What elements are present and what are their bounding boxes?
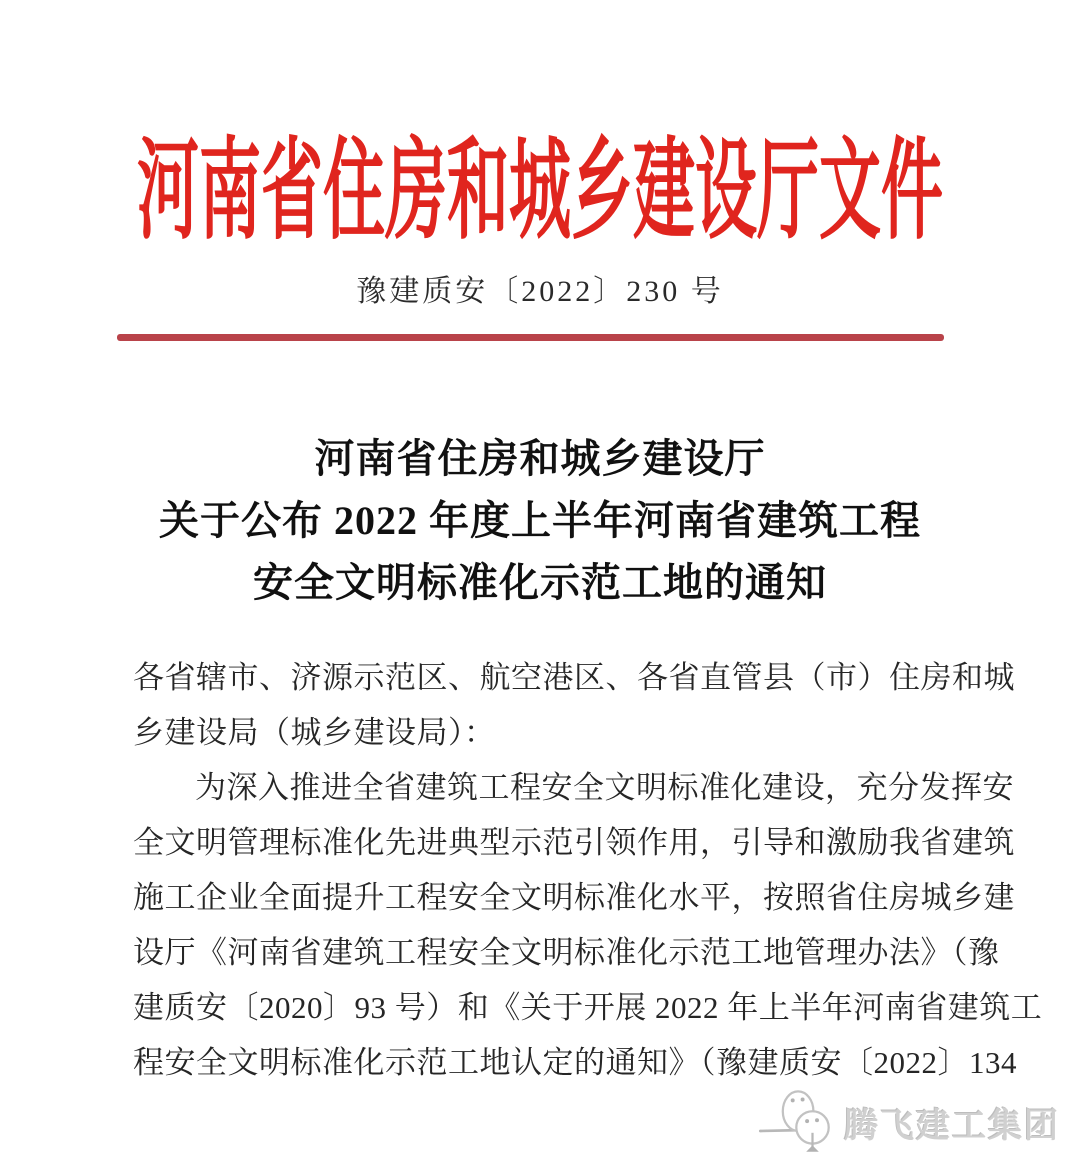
notice-title-line-2: 关于公布 2022 年度上半年河南省建筑工程 (159, 498, 921, 543)
addressee-line-1: 各省辖市、济源示范区、航空港区、各省直管县（市）住房和城 (133, 660, 1015, 695)
notice-title (0, 428, 1080, 614)
notice-title-line-1: 河南省住房和城乡建设厅 (314, 436, 766, 481)
paragraph-line-2: 全文明管理标准化先进典型示范引领作用，引导和激励我省建筑 (133, 825, 1015, 860)
paragraph-line-4: 设厅《河南省建筑工程安全文明标准化示范工地管理办法》（豫 (133, 935, 1000, 970)
addressee-line-2: 乡建设局（城乡建设局）： (133, 715, 496, 750)
letterhead (0, 102, 1080, 254)
paragraph-line-3: 施工企业全面提升工程安全文明标准化水平，按照省住房城乡建 (133, 880, 1015, 915)
notice-body (133, 650, 1043, 1090)
notice-title-line-3: 安全文明标准化示范工地的通知 (253, 560, 827, 605)
paragraph-line-5: 建质安〔2020〕93 号）和《关于开展 2022 年上半年河南省建筑工 (133, 990, 1043, 1025)
doc-reference-number: 豫建质安〔2022〕230 号 (356, 275, 724, 308)
paragraph-line-1: 为深入推进全省建筑工程安全文明标准化建设，充分发挥安 (195, 770, 1014, 805)
company-watermark-text: 腾飞建工集团 (844, 1106, 1060, 1145)
paragraph-line-6: 程安全文明标准化示范工地认定的通知》（豫建质安〔2022〕134 (133, 1045, 1017, 1080)
letterhead-divider-rule (117, 334, 944, 341)
twin-doves-logo-icon (758, 1086, 840, 1158)
company-watermark (758, 1086, 1060, 1158)
letterhead-title: 河南省住房和城乡建设厅文件 (136, 132, 943, 254)
